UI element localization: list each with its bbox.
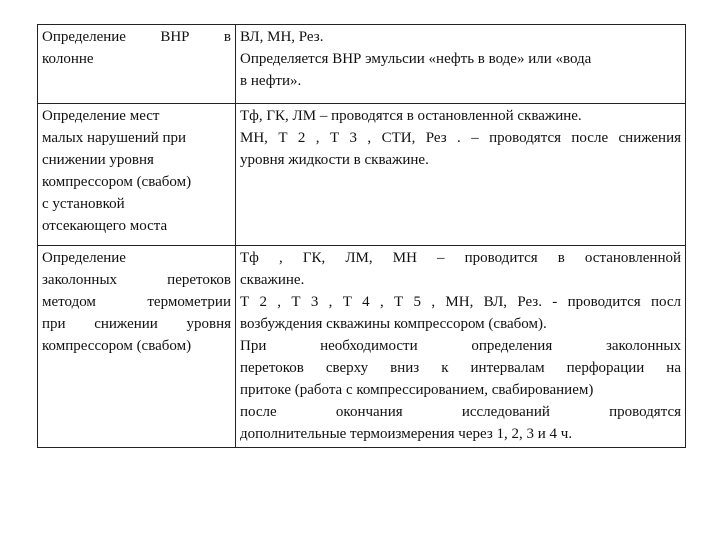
cell-line: дополнительные термоизмерения через 1, 2, 3 и 4 ч. xyxy=(240,426,573,442)
table-cell-description xyxy=(236,246,686,448)
table-row xyxy=(38,246,686,448)
cell-line: Определение ВНР в xyxy=(42,29,231,45)
cell-line: снижении уровня xyxy=(42,152,154,168)
cell-line: ВЛ, МН, Рез. xyxy=(240,29,324,45)
cell-line: перетоков сверху вниз к интервалам перфорации на xyxy=(240,360,681,376)
cell-line: компрессором (свабом) xyxy=(42,338,192,354)
cell-line: отсекающего моста xyxy=(42,218,168,234)
cell-line: Определение xyxy=(42,250,126,266)
table-row xyxy=(38,25,686,104)
table-row xyxy=(38,104,686,246)
cell-line: Определяется ВНР эмульсии «нефть в воде» или «вода xyxy=(240,51,592,67)
cell-line: При необходимости определения заколонных xyxy=(240,338,681,354)
cell-line: Определение мест xyxy=(42,108,160,124)
cell-line: Т 2 , Т 3 , Т 4 , Т 5 , МН, ВЛ, Рез. - проводится посл xyxy=(240,294,681,310)
cell-line: после окончания исследований проводятся xyxy=(240,404,681,420)
table-cell-method xyxy=(38,246,236,448)
cell-line: методом термометрии xyxy=(42,294,231,310)
table-cell-description xyxy=(236,25,686,104)
cell-line: с установкой xyxy=(42,196,125,212)
table-cell-method xyxy=(38,25,236,104)
cell-line: компрессором (свабом) xyxy=(42,174,192,190)
cell-line: скважине. xyxy=(240,272,305,288)
cell-line: малых нарушений при xyxy=(42,130,187,146)
cell-line: при снижении уровня xyxy=(42,316,231,332)
document-table xyxy=(37,24,686,448)
cell-line: МН, Т 2 , Т 3 , СТИ, Рез . – проводятся после снижения xyxy=(240,130,681,146)
cell-line: Тф , ГК, ЛМ, МН – проводится в остановленной xyxy=(240,250,681,266)
cell-line: притоке (работа с компрессированием, свабированием) xyxy=(240,382,594,398)
table-cell-method xyxy=(38,104,236,246)
cell-line: возбуждения скважины компрессором (свабом). xyxy=(240,316,547,332)
cell-line: колонне xyxy=(42,51,94,67)
cell-line: Тф, ГК, ЛМ – проводятся в остановленной скважине. xyxy=(240,108,582,124)
table-cell-description xyxy=(236,104,686,246)
cell-line: уровня жидкости в скважине. xyxy=(240,152,429,168)
cell-line: заколонных перетоков xyxy=(42,272,231,288)
cell-line: в нефти». xyxy=(240,73,302,89)
